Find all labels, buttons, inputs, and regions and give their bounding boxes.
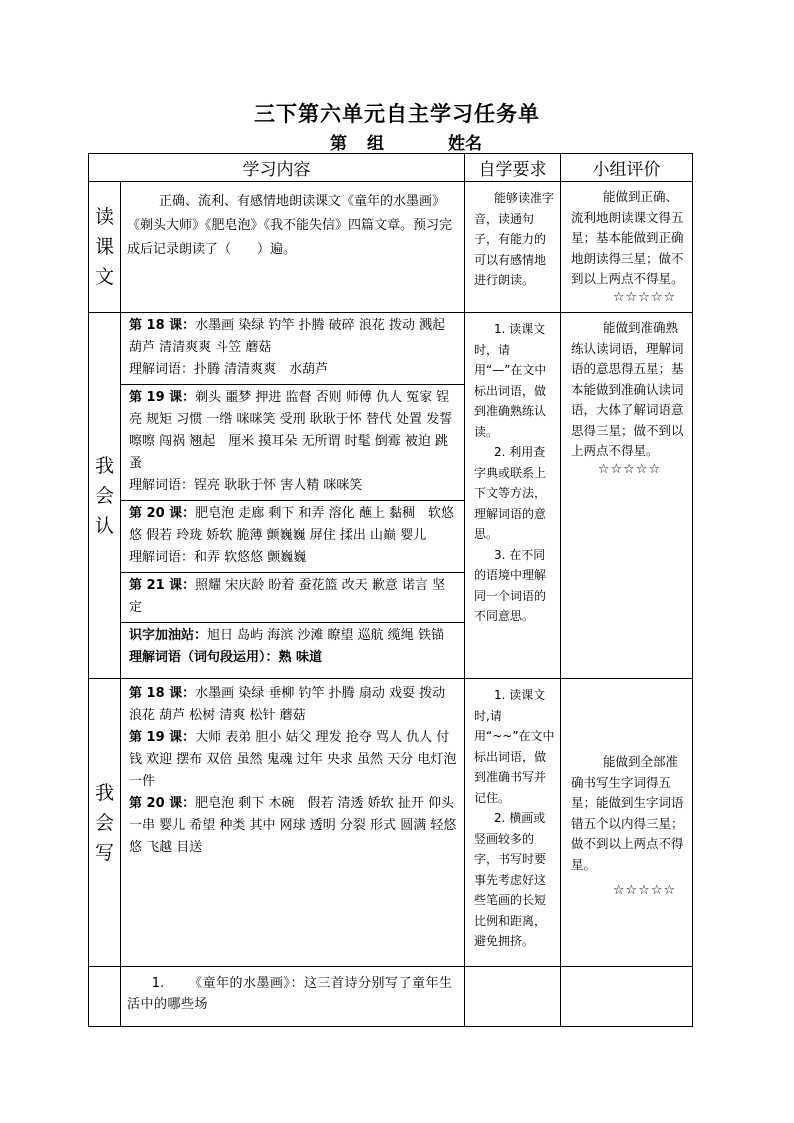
group-name-line xyxy=(330,129,540,154)
name-blank[interactable] xyxy=(482,133,540,154)
row-question xyxy=(89,967,693,1027)
list-item: 第 20 课：肥皂泡 剩下 木碗 假若 清透 娇软 扯开 仰头 一串 婴儿 希望 种类 其中 网球 透明 分裂 形式 圆满 轻悠悠 飞越 目送 xyxy=(129,796,457,855)
list-item: 第 18 课：水墨画 染绿 钓竿 扑腾 破碎 浪花 拨动 溅起 葫芦 清清爽爽 斗笠 蘑菇 理解词语：扑腾 清清爽爽 水葫芦 xyxy=(121,313,464,385)
read-content: 正确、流利、有感情地朗读课文《童年的水墨画》《剃头大师》《肥皂泡》《我不能失信》四篇文章。预习完成后记录朗读了（ ）遍。 xyxy=(121,182,465,313)
section-label-write: 我 会 写 xyxy=(89,679,121,967)
recognize-rating-stars[interactable]: ☆☆☆☆☆ xyxy=(597,461,662,477)
header-evaluation: 小组评价 xyxy=(561,154,693,182)
read-rating-stars[interactable]: ☆☆☆☆☆ xyxy=(612,289,677,305)
group-number-blank[interactable] xyxy=(347,133,367,154)
question-content: 1. 《童年的水墨画》：这三首诗分别写了童年生活中的哪些场 xyxy=(121,967,465,1027)
list-item: 第 19 课：剃头 噩梦 押进 监督 否则 师傅 仇人 冤家 锃亮 规矩 习惯 一绺 咪咪笑 受刑 耿耿于怀 替代 处置 发誓 嚓嚓 闯祸 翘起 厘米 摸耳朵 无所谓 时髦 倒霉 被迫 跳蚤 理解词语：锃亮 耿耿于怀 害人精 咪咪笑 xyxy=(121,385,464,501)
table-header-row xyxy=(89,154,693,182)
section-label-question xyxy=(89,967,121,1027)
section-label-recognize: 我 会 认 xyxy=(89,313,121,679)
group-suffix: 组 xyxy=(367,134,384,154)
question-evaluation xyxy=(561,967,693,1027)
read-evaluation: 能做到正确、流利地朗读课文得五星；基本能做到正确地朗读得三星；做不到以上两点不得星。 ☆☆☆☆☆ xyxy=(561,182,693,313)
row-read xyxy=(89,182,693,313)
write-evaluation: 能做到全部准确书写生字词得五星；能做到生字词语错五个以内得三星；做不到以上两点不得星。 ☆☆☆☆☆ xyxy=(561,679,693,967)
page-title: 三下第六单元自主学习任务单 xyxy=(254,101,540,126)
header-requirement: 自学要求 xyxy=(465,154,561,182)
recognize-requirement: 1. 读课文时，请用“—”在文中标出词语，做到准确熟练认读。 2. 利用查字典或联系上下文等方法，理解词语的意思。 3. 在不同的语境中理解同一个词语的不同意思。 xyxy=(465,313,561,679)
list-item: 第 19 课：大师 表弟 胆小 姑父 理发 抢夺 骂人 仇人 付钱 欢迎 摆布 双倍 虽然 鬼魂 过年 央求 虽然 天分 电灯泡 一件 xyxy=(129,730,470,789)
row-write xyxy=(89,679,693,967)
list-item: 第 20 课：肥皂泡 走廊 剩下 和弄 溶化 蘸上 黏稠 软悠悠 假若 玲珑 娇软 脆薄 颤巍巍 屏住 揉出 山巅 婴儿 理解词语：和弄 软悠悠 颤巍巍 xyxy=(121,501,464,573)
header-content: 学习内容 xyxy=(89,154,465,182)
task-table xyxy=(88,153,693,1027)
list-item: 第 21 课：照耀 宋庆龄 盼着 蚕花篮 改天 歉意 诺言 坚定 xyxy=(121,573,464,623)
row-recognize xyxy=(89,313,693,679)
name-label: 姓名 xyxy=(448,134,482,154)
recognize-evaluation: 能做到准确熟练认读词语，理解词语的意思得五星；基本能做到准确认读词语，大体了解词语意思得三星；做不到以上两点不得星。 ☆☆☆☆☆ xyxy=(561,313,693,679)
question-requirement xyxy=(465,967,561,1027)
list-item: 第 18 课：水墨画 染绿 垂柳 钓竿 扑腾 扇动 戏耍 拨动 浪花 葫芦 松树 清爽 松针 蘑菇 xyxy=(129,686,446,723)
read-requirement: 能够读准字音，读通句子，有能力的可以有感情地进行朗读。 xyxy=(465,182,561,313)
group-prefix: 第 xyxy=(330,134,347,154)
recognize-content xyxy=(121,313,465,679)
write-requirement: 1. 读课文时,请用“~~”在文中标出词语，做到准确书写并记住。 2. 横画或竖画较多的字，书写时要事先考虑好这些笔画的长短比例和距离，避免拥挤。 xyxy=(465,679,561,967)
section-label-read: 读 课 文 xyxy=(89,182,121,313)
list-item: 识字加油站：旭日 岛屿 海滨 沙滩 瞭望 巡航 缆绳 铁锚 理解词语（词句段运用）：熟 味道 xyxy=(129,628,444,665)
write-content xyxy=(121,679,470,967)
write-rating-stars[interactable]: ☆☆☆☆☆ xyxy=(612,883,677,898)
